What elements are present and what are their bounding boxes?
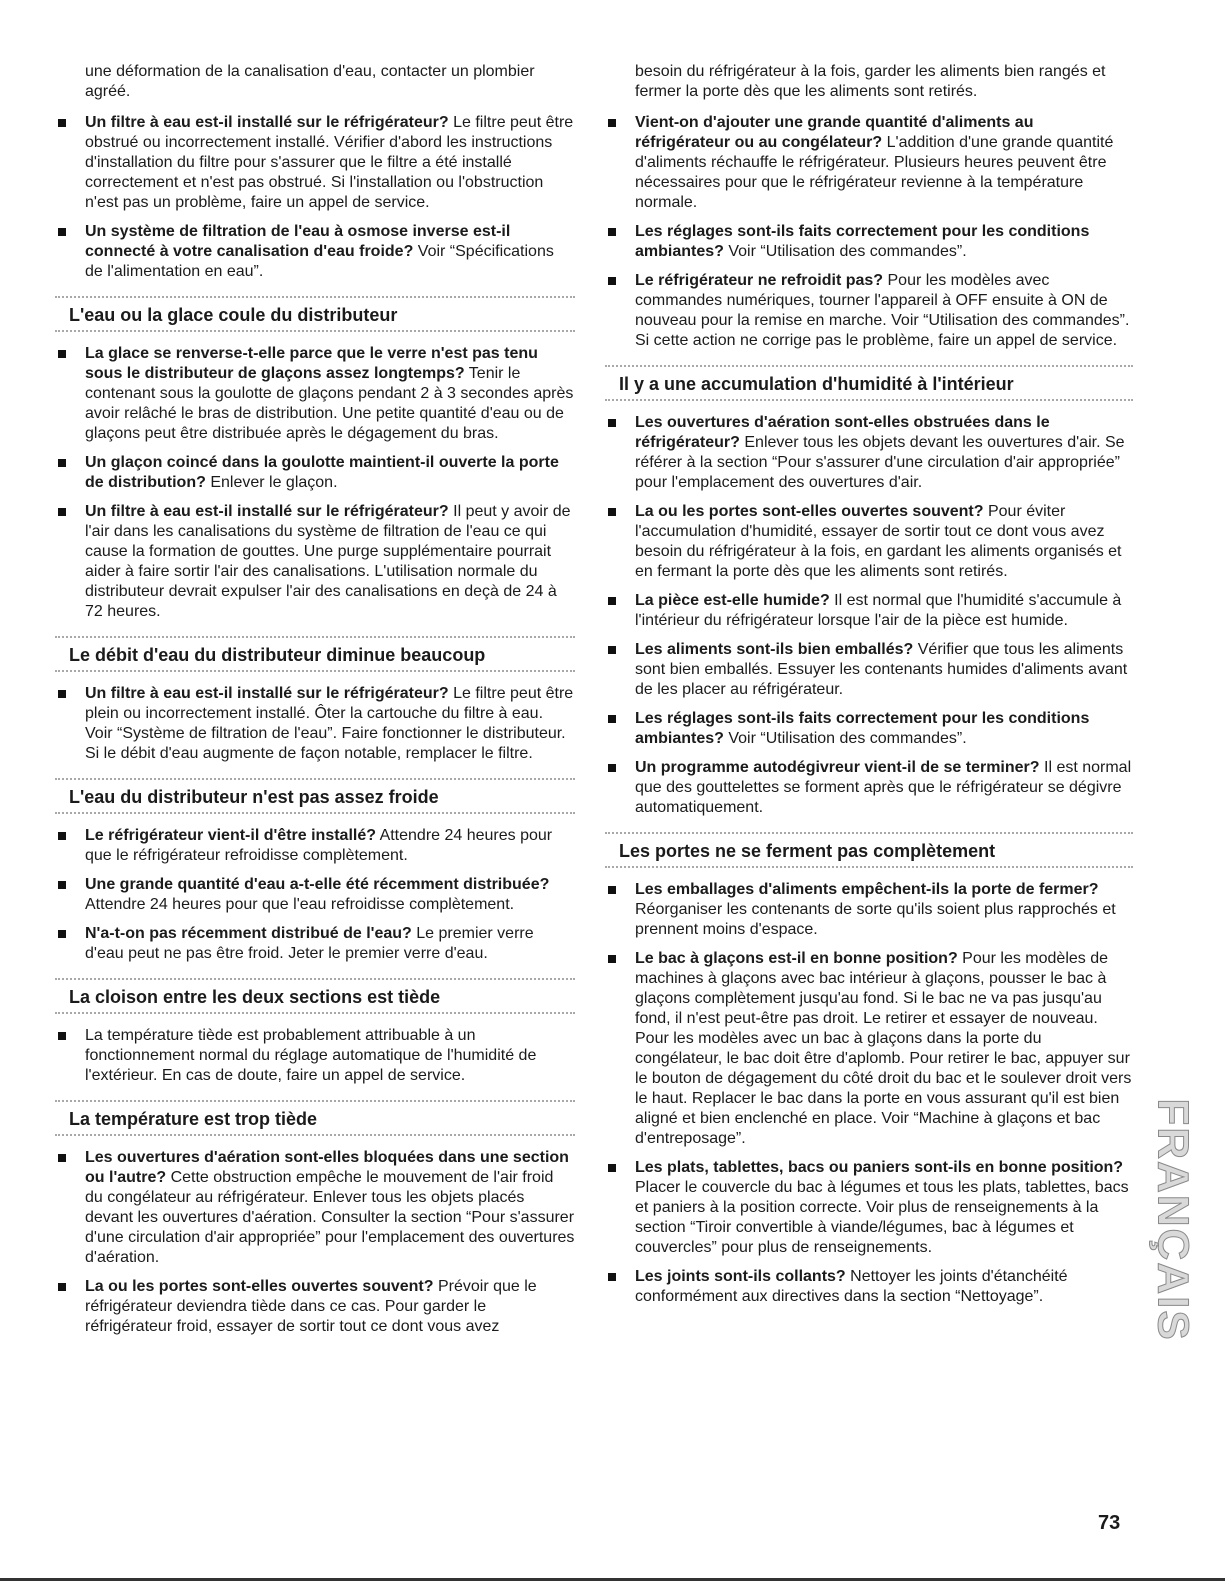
section-header	[55, 978, 575, 1014]
list-item	[55, 113, 575, 213]
right-intro-text: besoin du réfrigérateur à la fois, garder les aliments bien rangés et fermer la porte dès que les aliments sont retirés.	[635, 63, 1106, 100]
item-answer: Le filtre peut être obstrué ou incorrectement installé. Vérifier d'abord les instructions d'installation du filtre pour s'assurer que le filtre a été installé correctement et n'est pas obstrué. Si l'installation ou l'obstruction n'est pas un problème, faire un appel de service.	[85, 114, 574, 211]
item-question: Vient-on d'ajouter une grande quantité d'aliments au réfrigérateur ou au congélateur?	[635, 114, 1034, 151]
item-question: Les plats, tablettes, bacs ou paniers sont-ils en bonne position?	[635, 1159, 1124, 1176]
bullet-icon	[58, 1032, 66, 1040]
list-item	[605, 413, 1133, 493]
item-question: La glace se renverse-t-elle parce que le verre n'est pas tenu sous le distributeur de glaçons assez longtemps?	[85, 345, 538, 382]
list-item	[55, 344, 575, 444]
section-header	[55, 1100, 575, 1136]
item-question: Le réfrigérateur ne refroidit pas?	[635, 272, 884, 289]
section-header	[605, 365, 1133, 401]
item-answer: Placer le couvercle du bac à légumes et tous les plats, tablettes, bacs et paniers à la position correcte. Voir plus de renseignements à la section “Tiroir convertible à viande/légumes, bac à légumes et couvercles” pour plus de renseignements.	[635, 1179, 1129, 1256]
list-item	[55, 1277, 575, 1337]
bullet-icon	[58, 119, 66, 127]
section-title: L'eau ou la glace coule du distributeur	[69, 305, 398, 325]
list-item	[55, 826, 575, 866]
item-question: Les joints sont-ils collants?	[635, 1268, 846, 1285]
item-question: Les aliments sont-ils bien emballés?	[635, 641, 914, 658]
item-question: La ou les portes sont-elles ouvertes souvent?	[635, 503, 984, 520]
bullet-icon	[608, 277, 616, 285]
list-item	[55, 453, 575, 493]
item-question: La pièce est-elle humide?	[635, 592, 830, 609]
item-answer: Le premier verre d'eau peut ne pas être froid. Jeter le premier verre d'eau.	[85, 925, 534, 962]
bullet-icon	[58, 1283, 66, 1291]
bottom-rule	[0, 1578, 1225, 1581]
section-title: Les portes ne se ferment pas complètement	[619, 841, 996, 861]
item-question: Un programme autodégivreur vient-il de se terminer?	[635, 759, 1040, 776]
item-answer: Il peut y avoir de l'air dans les canalisations du système de filtration de l'eau ce qui cause la formation de gouttes. Une purge supplémentaire pourrait aider à faire sortir l'air des canalisations. L'utilisation normale du distributeur devrait expulser l'air des canalisations en deçà de 24 à 72 heures.	[85, 503, 571, 620]
item-answer: Enlever le glaçon.	[205, 474, 338, 491]
list-item	[55, 684, 575, 764]
dotted-divider	[55, 812, 575, 814]
item-question: Un système de filtration de l'eau à osmose inverse est-il connecté à votre canalisation d'eau froide?	[85, 223, 511, 260]
bullet-icon	[608, 419, 616, 427]
item-answer: Pour les modèles avec commandes numériques, tourner l'appareil à OFF ensuite à ON de nouveau pour la remise en marche. Voir “Utilisation des commandes”. Si cette action ne corrige pas le problème, faire un appel de service.	[635, 272, 1130, 349]
item-answer: Prévoir que le réfrigérateur deviendra tiède dans ce cas. Pour garder le réfrigérateur froid, essayer de sortir tout ce dont vous avez	[85, 1278, 537, 1335]
list-item	[605, 640, 1133, 700]
list-item	[605, 949, 1133, 1149]
list-item	[605, 271, 1133, 351]
item-question: Un filtre à eau est-il installé sur le réfrigérateur?	[85, 114, 449, 131]
section-title: La température est trop tiède	[69, 1109, 318, 1129]
item-answer: Attendre 24 heures pour que le réfrigérateur refroidisse complètement.	[85, 827, 553, 864]
dotted-divider	[605, 399, 1133, 401]
bullet-icon	[608, 715, 616, 723]
bullet-icon	[58, 832, 66, 840]
dotted-divider	[55, 1012, 575, 1014]
item-question: Un glaçon coincé dans la goulotte maintient-il ouverte la porte de distribution?	[85, 454, 559, 491]
item-answer: Nettoyer les joints d'étanchéité conformément aux directives dans la section “Nettoyage”.	[635, 1268, 1068, 1305]
item-answer: Voir “Utilisation des commandes”.	[723, 730, 967, 747]
dotted-divider	[55, 670, 575, 672]
section-header	[605, 832, 1133, 868]
item-question: La ou les portes sont-elles ouvertes souvent?	[85, 1278, 434, 1295]
item-answer: L'addition d'une grande quantité d'aliments réchauffe le réfrigérateur. Plusieurs heures peuvent être nécessaires pour que le réfrigérateur revienne à la température normale.	[635, 134, 1114, 211]
list-item	[55, 875, 575, 915]
bullet-icon	[58, 690, 66, 698]
language-side-tab	[1148, 1080, 1198, 1360]
list-item	[55, 222, 575, 282]
item-answer: Cette obstruction empêche le mouvement de l'air froid du congélateur au réfrigérateur. Enlever tous les objets placés devant les ouvertures d'aération. Consulter la section “Pour s'assurer d'une circulation d'air appropriée” pour l'emplacement des ouvertures d'aération.	[85, 1169, 575, 1266]
bullet-icon	[608, 646, 616, 654]
item-answer: Réorganiser les contenants de sorte qu'ils soient plus rapprochés et prennent moins d'espace.	[635, 901, 1116, 938]
dotted-divider	[605, 866, 1133, 868]
bullet-icon	[58, 228, 66, 236]
section-header	[55, 636, 575, 672]
item-question: Le bac à glaçons est-il en bonne position?	[635, 950, 958, 967]
item-answer: Attendre 24 heures pour que l'eau refroidisse complètement.	[85, 896, 515, 913]
list-item	[55, 924, 575, 964]
item-answer: Pour éviter l'accumulation d'humidité, essayer de sortir tout ce dont vous avez besoin du réfrigérateur à la fois, en gardant les aliments organisés et en fermant la porte dès que les aliments sont retirés.	[635, 503, 1122, 580]
bullet-icon	[608, 1273, 616, 1281]
item-question: Le réfrigérateur vient-il d'être installé?	[85, 827, 376, 844]
item-answer: Voir “Utilisation des commandes”.	[723, 243, 967, 260]
language-tab-label: FRANÇAIS	[1149, 1098, 1199, 1342]
bullet-icon	[58, 508, 66, 516]
bullet-icon	[608, 228, 616, 236]
list-item	[605, 880, 1133, 940]
list-item	[55, 502, 575, 622]
item-question: Un filtre à eau est-il installé sur le réfrigérateur?	[85, 503, 449, 520]
bullet-icon	[608, 764, 616, 772]
item-question: Les réglages sont-ils faits correctement pour les conditions ambiantes?	[635, 223, 1090, 260]
list-item	[605, 222, 1133, 262]
bullet-icon	[608, 508, 616, 516]
item-question: Les ouvertures d'aération sont-elles obstruées dans le réfrigérateur?	[635, 414, 1050, 451]
bullet-icon	[58, 1154, 66, 1162]
list-item	[605, 709, 1133, 749]
list-item	[605, 1267, 1133, 1307]
item-answer: Il est normal que des gouttelettes se forment après que le réfrigérateur se dégivre automatiquement.	[635, 759, 1132, 816]
list-item	[605, 113, 1133, 213]
dotted-divider	[55, 330, 575, 332]
bullet-icon	[608, 886, 616, 894]
bullet-icon	[608, 1164, 616, 1172]
bullet-icon	[58, 930, 66, 938]
item-question: Une grande quantité d'eau a-t-elle été récemment distribuée?	[85, 876, 550, 893]
item-question: Les ouvertures d'aération sont-elles bloquées dans une section ou l'autre?	[85, 1149, 569, 1186]
bullet-icon	[608, 597, 616, 605]
item-answer: Enlever tous les objets devant les ouvertures d'air. Se référer à la section “Pour s'assurer d'une circulation d'air appropriée” pour l'emplacement des ouvertures d'air.	[635, 434, 1125, 491]
section-title: La cloison entre les deux sections est tiède	[69, 987, 441, 1007]
bullet-icon	[58, 350, 66, 358]
section-title: L'eau du distributeur n'est pas assez froide	[69, 787, 439, 807]
list-item	[605, 1158, 1133, 1258]
bullet-icon	[608, 119, 616, 127]
list-item	[55, 1148, 575, 1268]
item-question: Un filtre à eau est-il installé sur le réfrigérateur?	[85, 685, 449, 702]
bullet-icon	[608, 955, 616, 963]
section-title: Le débit d'eau du distributeur diminue beaucoup	[69, 645, 486, 665]
item-answer: La température tiède est probablement attribuable à un fonctionnement normal du réglage automatique de l'humidité de l'extérieur. En cas de doute, faire un appel de service.	[85, 1027, 537, 1084]
item-question: Les emballages d'aliments empêchent-ils la porte de fermer?	[635, 881, 1099, 898]
left-intro-text: une déformation de la canalisation d'eau, contacter un plombier agréé.	[85, 63, 535, 100]
item-answer: Il est normal que l'humidité s'accumule à l'intérieur du réfrigérateur lorsque l'air de la pièce est humide.	[635, 592, 1122, 629]
left-column	[55, 62, 575, 1346]
item-answer: Le filtre peut être plein ou incorrectement installé. Ôter la cartouche du filtre à eau. Voir “Système de filtration de l'eau”. Faire fonctionner le distributeur. Si le débit d'eau augmente de façon notable, remplacer le filtre.	[85, 685, 574, 762]
item-answer: Voir “Spécifications de l'alimentation en eau”.	[85, 243, 554, 280]
bullet-icon	[58, 459, 66, 467]
list-item	[605, 502, 1133, 582]
item-question: Les réglages sont-ils faits correctement pour les conditions ambiantes?	[635, 710, 1090, 747]
item-answer: Tenir le contenant sous la goulotte de glaçons pendant 2 à 3 secondes après avoir relâché le bras de distribution. Une petite quantité d'eau ou de glaçons peut être distribuée après le dégagement du bras.	[85, 365, 574, 442]
item-answer: Pour les modèles de machines à glaçons avec bac intérieur à glaçons, pousser le bac à glaçons complètement jusqu'au fond. Si le bac ne va pas jusqu'au fond, il n'est peut-être pas droit. Le retirer et essayer de nouveau. Pour les modèles avec un bac à glaçons dans la porte du congélateur, le bac doit être d'aplomb. Pour retirer le bac, appuyer sur le bouton de dégagement du côté droit du bac et le soulever droit vers le haut. Replacer le bac dans la porte en vous assurant qu'il est bien aligné et bien enclenché en place. Voir “Machine à glaçons et bac d'entreposage”.	[635, 950, 1132, 1147]
bullet-icon	[58, 881, 66, 889]
item-question: N'a-t-on pas récemment distribué de l'eau?	[85, 925, 412, 942]
dotted-divider	[55, 1134, 575, 1136]
section-title: Il y a une accumulation d'humidité à l'intérieur	[619, 374, 1014, 394]
section-header	[55, 296, 575, 332]
page-number: 73	[1098, 1512, 1121, 1534]
list-item	[605, 591, 1133, 631]
list-item	[605, 758, 1133, 818]
section-header	[55, 778, 575, 814]
item-answer: Vérifier que tous les aliments sont bien emballés. Essuyer les contenants humides d'aliments avant de les placer au réfrigérateur.	[635, 641, 1128, 698]
right-column	[605, 62, 1133, 1316]
list-item	[55, 1026, 575, 1086]
